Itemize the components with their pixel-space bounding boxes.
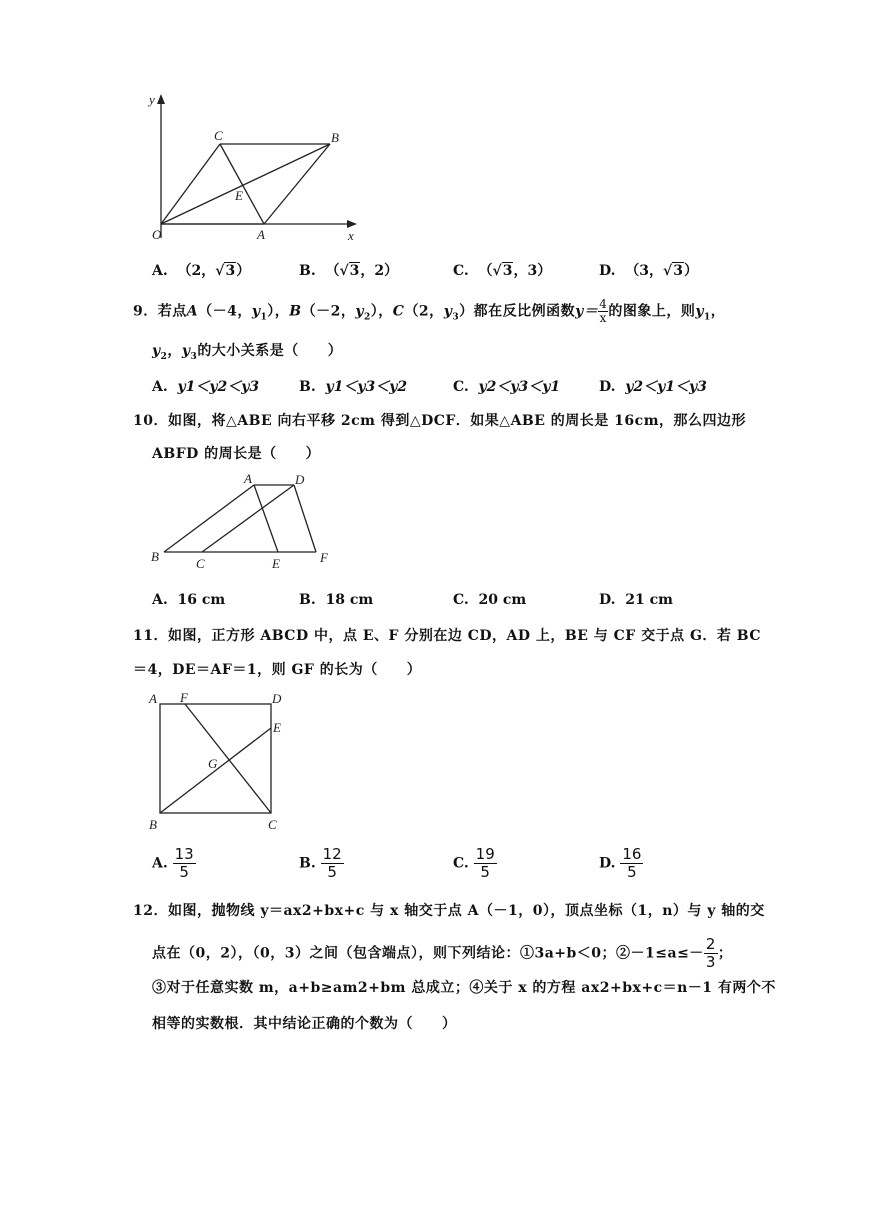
q11-label-F: F (180, 690, 188, 705)
q11-label-A: A (149, 691, 157, 706)
q10-line-2: ABFD 的周长是（ ） (152, 446, 321, 462)
q10-figure (140, 470, 340, 575)
q8-label-B: B (331, 130, 339, 145)
q10-label-E: E (272, 556, 280, 571)
q11-figure (140, 688, 300, 836)
q8-option-c[interactable]: C. （√3，3） (453, 263, 552, 279)
q8-option-a[interactable]: A. （2，√3） (152, 263, 251, 279)
q11-line-2: ＝4，DE＝AF＝1，则 GF 的长为（ ） (133, 662, 422, 678)
q9-fraction: $\frac{4}{x}$ (599, 297, 608, 325)
q10-label-F: F (320, 550, 328, 565)
q12-line-3: ③对于任意实数 m，a+b≥am2+bm 总成立；④关于 x 的方程 ax2+bx+c＝n－1 有两个不 (152, 980, 776, 996)
q9-line-2: $y_2$，$y_3$的大小关系是（ ） (152, 343, 343, 362)
q9-option-a[interactable]: A. y1＜y2＜y3 (152, 379, 260, 395)
q11-line-1: 11．如图，正方形 ABCD 中，点 E、F 分别在边 CD，AD 上，BE 与 CF 交于点 G．若 BC (133, 628, 762, 644)
q10-option-b[interactable]: B. 18 cm (299, 592, 374, 608)
q8-label-x: x (348, 228, 354, 243)
q11-label-G: G (208, 756, 218, 771)
q11-label-C: C (268, 817, 277, 832)
q10-label-A: A (244, 471, 252, 486)
q12-line-1: 12．如图，抛物线 y＝ax2+bx+c 与 x 轴交于点 A（－1，0），顶点坐标（1，n）与 y 轴的交 (133, 903, 765, 919)
q11-option-b[interactable]: B. $\frac{12}{5}$ (299, 845, 342, 881)
q11-option-d[interactable]: D. $\frac{16}{5}$ (599, 845, 642, 881)
q9-line-1: 9．若点A（－4，$y_1$），B（－2，$y_2$），C（2，$y_3$）都在反比例函数y＝ $\frac{4}{x}$ 的图象上，则$y_1$， (133, 297, 726, 325)
q11-label-D: D (272, 691, 282, 706)
q11-option-a[interactable]: A. $\frac{13}{5}$ (152, 845, 194, 881)
q8-label-E: E (235, 188, 243, 203)
q8-label-A: A (257, 227, 265, 242)
q10-option-d[interactable]: D. 21 cm (599, 592, 673, 608)
q9-option-b[interactable]: B. y1＜y3＜y2 (299, 379, 408, 395)
q12-line-2: 点在（0，2），（0，3）之间（包含端点），则下列结论：①3a+b＜0；②－1≤a≤－ $\frac{2}{3}$ ； (152, 935, 733, 971)
q12-line-4: 相等的实数根．其中结论正确的个数为（ ） (152, 1016, 457, 1032)
q9-option-d[interactable]: D. y2＜y1＜y3 (599, 379, 707, 395)
q9-option-c[interactable]: C. y2＜y3＜y1 (453, 379, 561, 395)
q10-option-c[interactable]: C. 20 cm (453, 592, 527, 608)
q11-label-B: B (149, 817, 157, 832)
q8-option-d[interactable]: D. （3，√3） (599, 263, 698, 279)
q8-label-y: y (149, 92, 155, 107)
q8-label-C: C (214, 128, 223, 143)
q10-label-D: D (295, 472, 305, 487)
q10-line-1: 10．如图，将△ABE 向右平移 2cm 得到△DCF．如果△ABE 的周长是 16cm，那么四边形 (133, 413, 747, 429)
q8-option-b[interactable]: B. （√3，2） (299, 263, 399, 279)
q11-label-E: E (273, 720, 281, 735)
q8-figure (140, 88, 370, 248)
q8-label-O: O (152, 227, 162, 242)
q10-option-a[interactable]: A. 16 cm (152, 592, 226, 608)
q10-label-C: C (196, 556, 205, 571)
q10-label-B: B (151, 549, 159, 564)
q12-fraction: $\frac{2}{3}$ (705, 935, 716, 971)
q11-option-c[interactable]: C. $\frac{19}{5}$ (453, 845, 495, 881)
